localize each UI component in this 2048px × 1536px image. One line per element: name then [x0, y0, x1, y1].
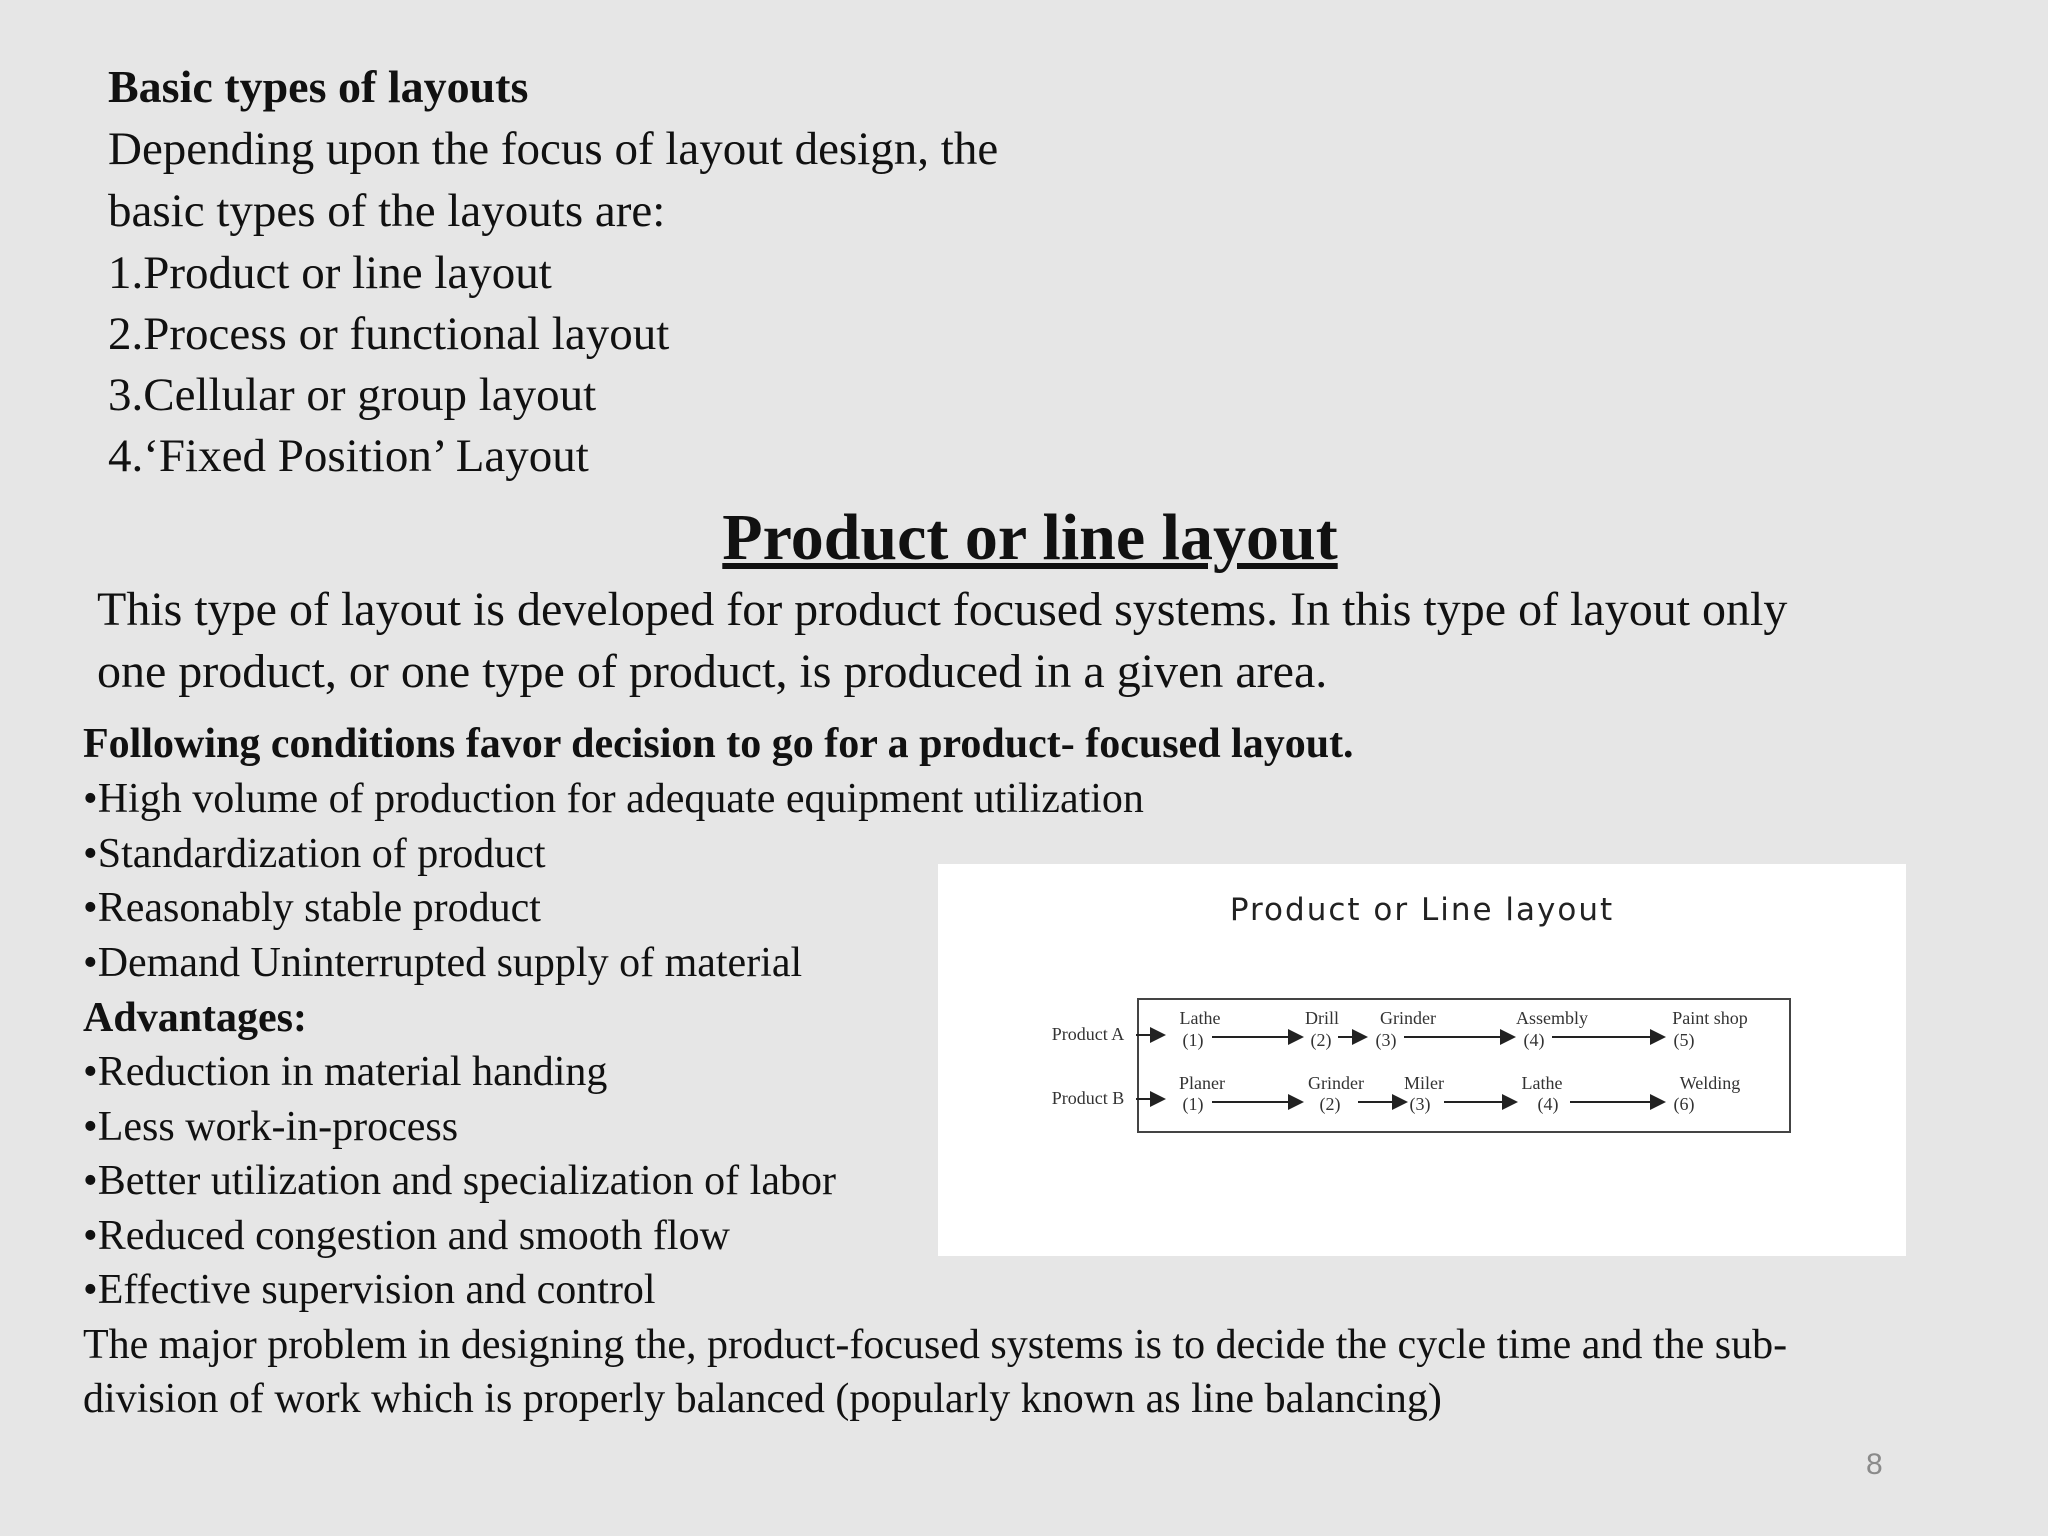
station-number: (2): [1310, 1030, 1332, 1050]
station-number: (5): [1673, 1030, 1695, 1050]
closing-line: The major problem in designing the, product-focused systems is to decide the cycle time and the sub-: [83, 1322, 1788, 1368]
station-number: (1): [1182, 1094, 1204, 1114]
advantage-item: •Less work-in-process: [83, 1104, 459, 1150]
station-number: (3): [1409, 1094, 1431, 1114]
advantage-item: •Better utilization and specialization of labor: [83, 1158, 836, 1204]
station-number: (4): [1537, 1094, 1559, 1114]
product-layout-figure: [938, 864, 1906, 1256]
condition-item: •Standardization of product: [83, 831, 546, 877]
station-name: Lathe: [1521, 1073, 1563, 1093]
types-list-item: 4.‘Fixed Position’ Layout: [108, 430, 589, 482]
station-name: Grinder: [1308, 1073, 1364, 1093]
types-list-item: 1.Product or line layout: [108, 247, 552, 299]
types-intro-line: basic types of the layouts are:: [108, 185, 666, 237]
station-number: (6): [1673, 1094, 1695, 1114]
station-name: Drill: [1305, 1008, 1339, 1028]
product-a-label: Product A: [1051, 1024, 1125, 1044]
station-name: Paint shop: [1672, 1008, 1748, 1028]
section-title: Product or line layout: [722, 501, 1338, 574]
station-number: (1): [1182, 1030, 1204, 1050]
station-name: Grinder: [1380, 1008, 1436, 1028]
advantage-item: •Reduction in material handing: [83, 1049, 608, 1095]
advantage-item: •Effective supervision and control: [83, 1267, 656, 1313]
station-name: Planer: [1179, 1073, 1225, 1093]
advantages-heading: Advantages:: [83, 995, 308, 1041]
figure-title: Product or Line layout: [1229, 892, 1615, 928]
condition-item: •High volume of production for adequate equipment utilization: [83, 776, 1144, 822]
station-name: Assembly: [1516, 1008, 1588, 1028]
types-heading: Basic types of layouts: [108, 61, 529, 112]
types-list-item: 2.Process or functional layout: [108, 308, 670, 360]
station-number: (3): [1375, 1030, 1397, 1050]
conditions-heading: Following conditions favor decision to go for a product- focused layout.: [83, 721, 1354, 767]
station-name: Welding: [1679, 1073, 1741, 1093]
station-number: (4): [1523, 1030, 1545, 1050]
section-intro-line: one product, or one type of product, is produced in a given area.: [97, 645, 1328, 698]
station-name: Lathe: [1179, 1008, 1221, 1028]
page-number: 8: [1866, 1448, 1883, 1481]
condition-item: •Reasonably stable product: [83, 885, 541, 931]
flow-diagram: [938, 864, 1906, 1256]
advantage-item: •Reduced congestion and smooth flow: [83, 1213, 730, 1259]
station-name: Miler: [1404, 1073, 1444, 1093]
section-intro-line: This type of layout is developed for product focused systems. In this type of layout only: [97, 583, 1788, 636]
closing-line: division of work which is properly balanced (popularly known as line balancing): [83, 1376, 1442, 1422]
types-list-item: 3.Cellular or group layout: [108, 369, 597, 421]
types-intro-line: Depending upon the focus of layout design, the: [108, 123, 999, 175]
condition-item: •Demand Uninterrupted supply of material: [83, 940, 803, 986]
station-number: (2): [1319, 1094, 1341, 1114]
product-b-label: Product B: [1051, 1088, 1125, 1108]
